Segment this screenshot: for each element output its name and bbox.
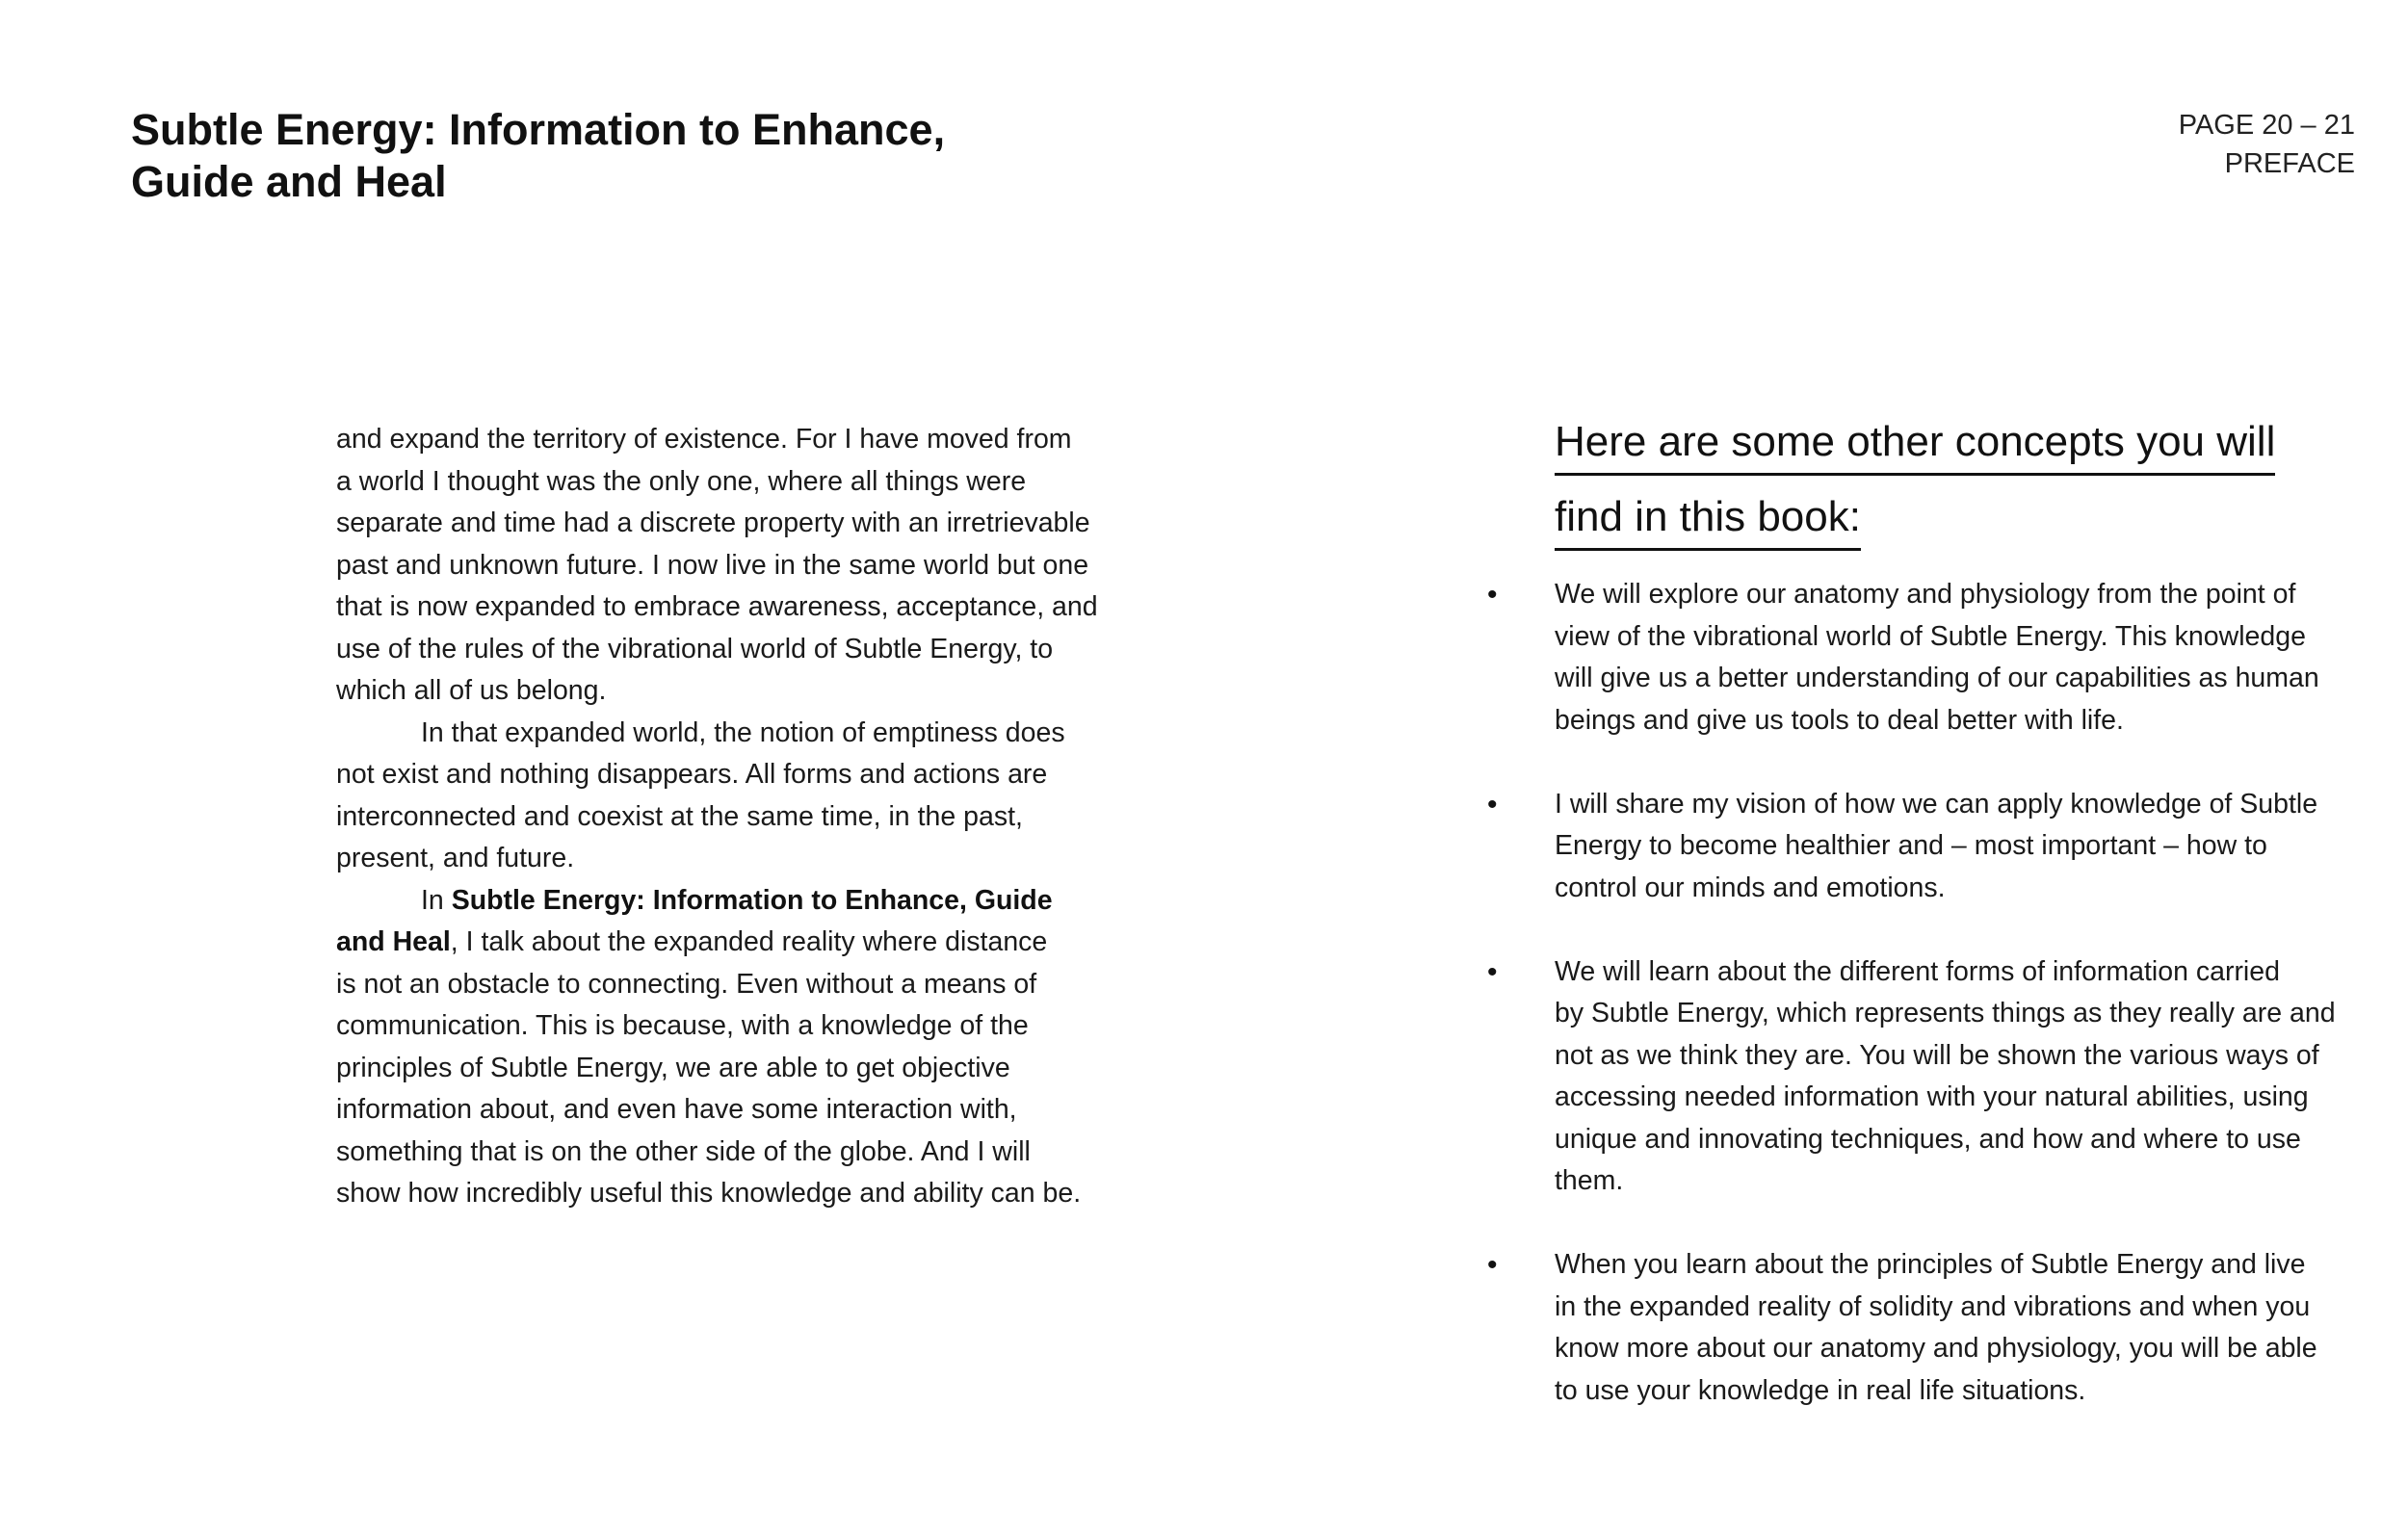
item-line: Energy to become healthier and – most important – how to xyxy=(1555,830,2267,861)
item-line: view of the vibrational world of Subtle Energy. This knowledge xyxy=(1555,620,2306,652)
body-line: separate and time had a discrete property with an irretrievable xyxy=(336,508,1090,538)
item-line: in the expanded reality of solidity and vibrations and when you xyxy=(1555,1290,2311,1322)
item-line: know more about our anatomy and physiology, you will be able xyxy=(1555,1333,2317,1364)
book-title-inline: and Heal xyxy=(336,926,451,957)
body-line: is not an obstacle to connecting. Even without a means of xyxy=(336,968,1037,1000)
body-line: not exist and nothing disappears. All forms and actions are xyxy=(336,759,1048,790)
book-title-line-1: Subtle Energy: Information to Enhance, xyxy=(131,105,946,154)
bullet-icon: • xyxy=(1487,788,1498,820)
body-line: and expand the territory of existence. For I have moved from xyxy=(336,424,1072,455)
bullet-icon: • xyxy=(1487,955,1498,988)
concepts-heading-line-2: find in this book: xyxy=(1555,486,1861,551)
item-line: will give us a better understanding of our capabilities as human xyxy=(1555,663,2319,693)
bullet-icon: • xyxy=(1487,1249,1498,1281)
left-page-body xyxy=(336,419,1136,1215)
book-title-line-2: Guide and Heal xyxy=(131,157,447,206)
bullet-icon: • xyxy=(1487,579,1498,611)
body-line: In that expanded world, the notion of emptiness does xyxy=(421,716,1065,748)
item-line: unique and innovating techniques, and how and where to use xyxy=(1555,1123,2301,1155)
right-page-body xyxy=(1487,404,2364,1454)
item-line: I will share my vision of how we can apply knowledge of Subtle xyxy=(1555,788,2318,820)
body-line: which all of us belong. xyxy=(336,675,607,706)
body-line: communication. This is because, with a knowledge of the xyxy=(336,1010,1029,1041)
item-line: We will learn about the different forms of information carried xyxy=(1555,955,2280,987)
body-line: information about, and even have some interaction with, xyxy=(336,1094,1017,1125)
item-line: by Subtle Energy, which represents things as they really are and xyxy=(1555,998,2336,1028)
body-line xyxy=(336,880,1136,923)
concepts-heading-line-1: Here are some other concepts you will xyxy=(1555,411,2275,476)
item-line: accessing needed information with your natural abilities, using xyxy=(1555,1081,2309,1112)
item-line: not as we think they are. You will be shown the various ways of xyxy=(1555,1039,2319,1071)
item-line: control our minds and emotions. xyxy=(1555,872,1946,903)
concepts-heading xyxy=(1555,404,2364,555)
item-line: When you learn about the principles of Subtle Energy and live xyxy=(1555,1249,2306,1280)
page-number: PAGE 20 – 21 xyxy=(2178,110,2355,141)
body-line: interconnected and coexist at the same time, in the past, xyxy=(336,800,1023,832)
book-title-inline: Subtle Energy: Information to Enhance, Guide xyxy=(451,884,1053,916)
body-line: show how incredibly useful this knowledge and ability can be. xyxy=(336,1178,1082,1209)
body-text: In xyxy=(421,884,452,916)
body-line: principles of Subtle Energy, we are able to get objective xyxy=(336,1052,1010,1083)
item-line: them. xyxy=(1555,1165,1624,1196)
list-item xyxy=(1487,784,2364,910)
body-text: , I talk about the expanded reality where distance xyxy=(450,926,1048,957)
body-line xyxy=(336,922,1136,964)
item-line: to use your knowledge in real life situations. xyxy=(1555,1374,2086,1406)
list-item xyxy=(1487,574,2364,742)
body-line: past and unknown future. I now live in the same world but one xyxy=(336,549,1089,581)
item-line: beings and give us tools to deal better with life. xyxy=(1555,704,2124,736)
section-label: PREFACE xyxy=(2224,148,2355,179)
list-item xyxy=(1487,1244,2364,1412)
concept-list xyxy=(1487,574,2364,1412)
item-line: We will explore our anatomy and physiology from the point of xyxy=(1555,579,2296,610)
body-line: a world I thought was the only one, where all things were xyxy=(336,465,1027,497)
book-title xyxy=(131,104,998,208)
body-line: use of the rules of the vibrational world of Subtle Energy, to xyxy=(336,633,1054,664)
body-line: that is now expanded to embrace awareness, acceptance, and xyxy=(336,591,1098,622)
page-meta xyxy=(2179,106,2355,183)
body-line: something that is on the other side of the globe. And I will xyxy=(336,1135,1031,1167)
list-item xyxy=(1487,951,2364,1203)
body-line: present, and future. xyxy=(336,843,575,873)
